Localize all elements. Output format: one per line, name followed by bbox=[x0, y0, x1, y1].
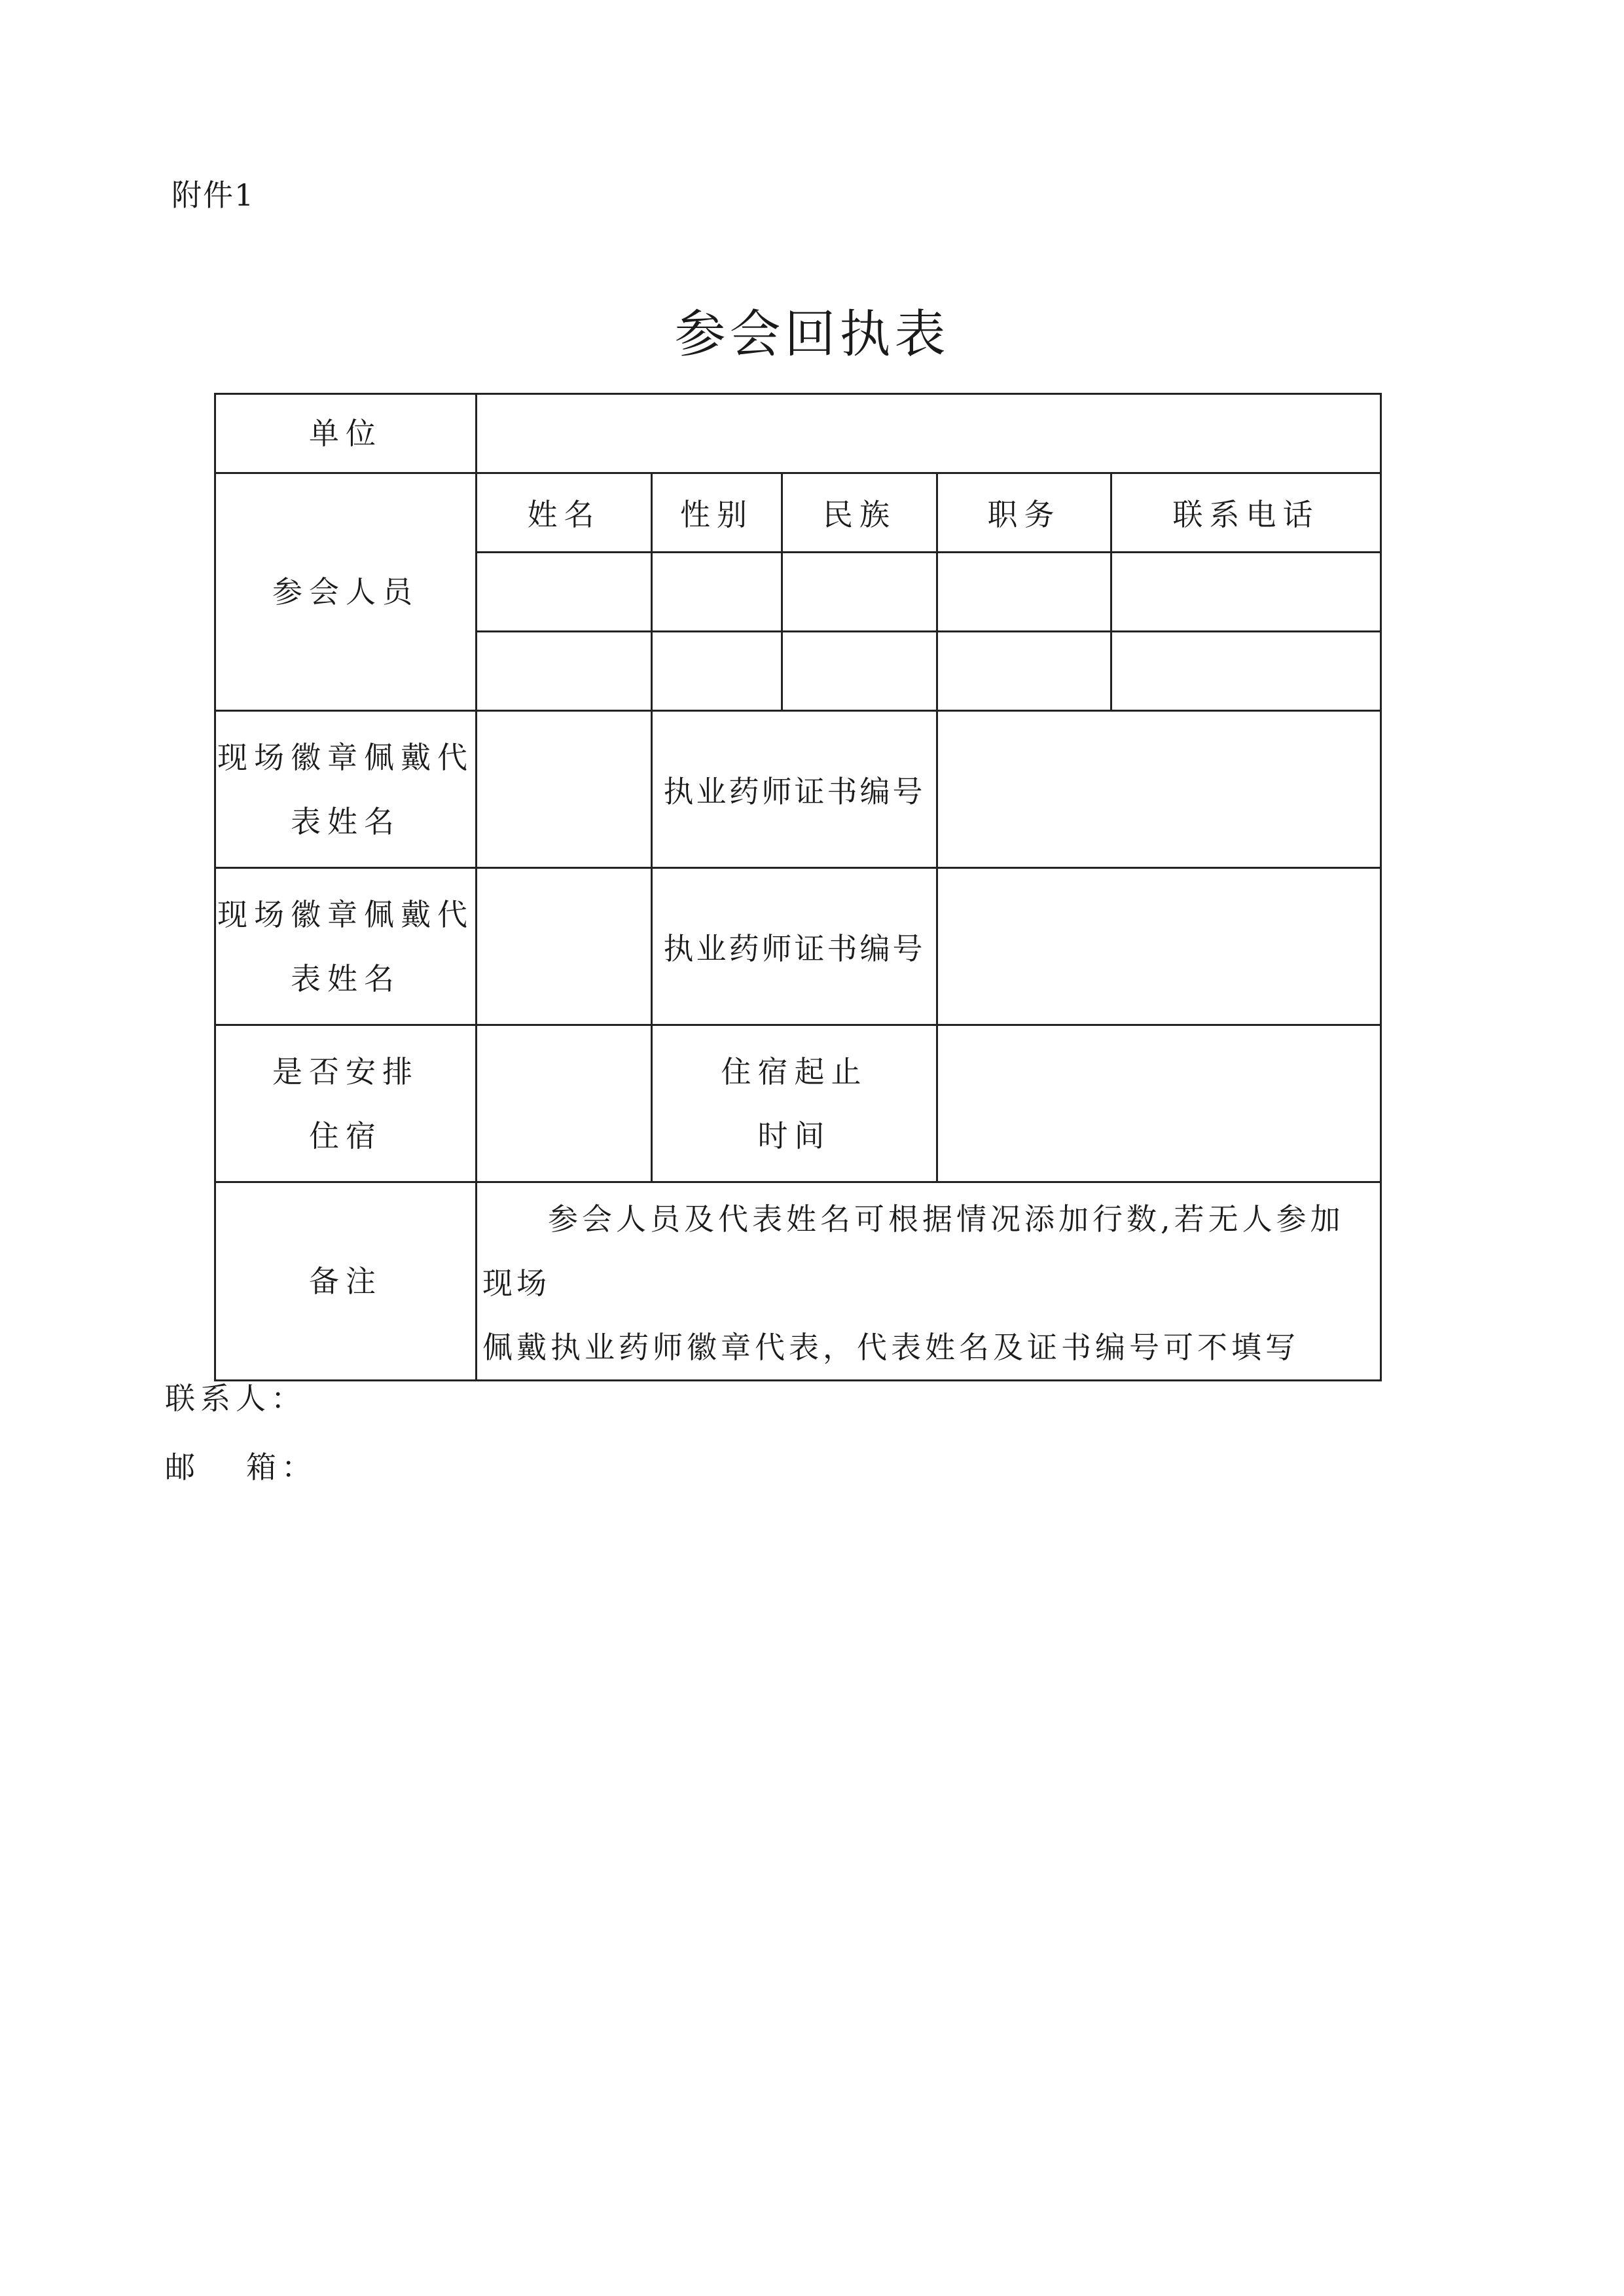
contact-person-label: 联系人： bbox=[165, 1381, 306, 1416]
attendee-phone-cell[interactable] bbox=[1111, 553, 1381, 632]
remark-line-2: 佩戴执业药师徽章代表，代表姓名及证书编号可不填写 bbox=[482, 1330, 1299, 1365]
attendees-label: 参会人员 bbox=[215, 473, 477, 711]
attachment-label: 附件1 bbox=[171, 177, 255, 213]
attendee-gender-cell[interactable] bbox=[652, 632, 782, 711]
remark-text bbox=[477, 1182, 1381, 1381]
receipt-form-table bbox=[214, 393, 1382, 1381]
attendee-ethnicity-cell[interactable] bbox=[782, 632, 937, 711]
lodging-label-line1: 是否安排 bbox=[272, 1053, 419, 1089]
attendee-gender-cell[interactable] bbox=[652, 553, 782, 632]
cert-number-label: 执业药师证书编号 bbox=[652, 711, 937, 868]
badge-rep-label-line2: 表姓名 bbox=[291, 960, 401, 996]
header-phone: 联系电话 bbox=[1111, 473, 1381, 553]
attendee-position-cell[interactable] bbox=[937, 553, 1111, 632]
lodging-time-label-line1: 住宿起止 bbox=[721, 1053, 868, 1089]
lodging-label bbox=[215, 1025, 477, 1182]
header-gender: 性别 bbox=[652, 473, 782, 553]
remark-line-1: 参会人员及代表姓名可根据情况添加行数,若无人参加现场 bbox=[482, 1201, 1344, 1301]
badge-rep-name-field[interactable] bbox=[477, 868, 652, 1025]
email-label-part1: 邮 bbox=[165, 1449, 200, 1485]
lodging-time-label-line2: 时间 bbox=[757, 1118, 831, 1154]
badge-rep-name-field[interactable] bbox=[477, 711, 652, 868]
lodging-time-label bbox=[652, 1025, 937, 1182]
badge-rep-label-line2: 表姓名 bbox=[291, 803, 401, 839]
email-label-part2: 箱： bbox=[246, 1449, 317, 1485]
header-name: 姓名 bbox=[477, 473, 652, 553]
cert-number-label: 执业药师证书编号 bbox=[652, 868, 937, 1025]
badge-rep-label-line1: 现场徽章佩戴代 bbox=[217, 896, 474, 932]
lodging-field[interactable] bbox=[477, 1025, 652, 1182]
attendee-phone-cell[interactable] bbox=[1111, 632, 1381, 711]
cert-number-field[interactable] bbox=[937, 868, 1381, 1025]
page-title: 参会回执表 bbox=[674, 305, 950, 364]
lodging-time-field[interactable] bbox=[937, 1025, 1381, 1182]
attendee-name-cell[interactable] bbox=[477, 553, 652, 632]
badge-rep-label-line1: 现场徽章佩戴代 bbox=[217, 739, 474, 775]
unit-label: 单位 bbox=[215, 394, 477, 473]
email-label bbox=[165, 1444, 317, 1487]
attendee-name-cell[interactable] bbox=[477, 632, 652, 711]
attendee-position-cell[interactable] bbox=[937, 632, 1111, 711]
badge-rep-label bbox=[215, 868, 477, 1025]
lodging-label-line2: 住宿 bbox=[309, 1118, 382, 1154]
unit-field[interactable] bbox=[477, 394, 1381, 473]
cert-number-field[interactable] bbox=[937, 711, 1381, 868]
badge-rep-label bbox=[215, 711, 477, 868]
remark-label: 备注 bbox=[215, 1182, 477, 1381]
header-position: 职务 bbox=[937, 473, 1111, 553]
header-ethnicity: 民族 bbox=[782, 473, 937, 553]
attendee-ethnicity-cell[interactable] bbox=[782, 553, 937, 632]
